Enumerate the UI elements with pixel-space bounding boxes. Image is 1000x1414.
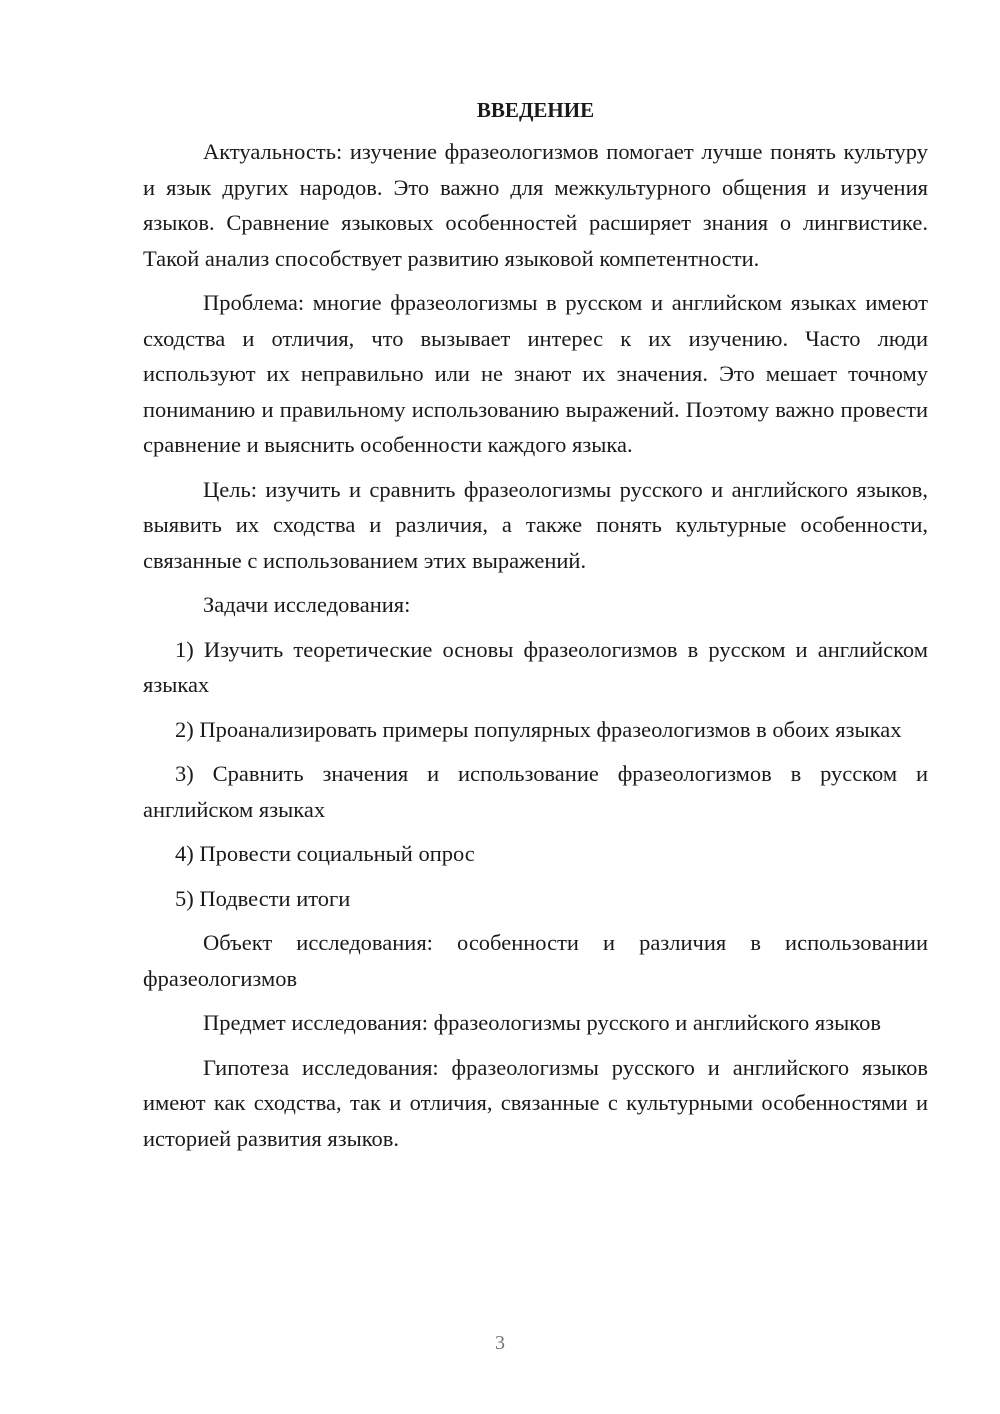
task-item-1: 1) Изучить теоретические основы фразеологизмов в русском и английском языках bbox=[143, 636, 928, 697]
task-item-4: 4) Провести социальный опрос bbox=[175, 841, 475, 866]
paragraph-relevance: Актуальность: изучение фразеологизмов помогает лучше понять культуру и язык других народов. Это важно для межкультурного общения и изучения языков. Сравнение языковых особенностей расширяет знания о лингвистике. Такой анализ способствует развитию языковой компетентности. bbox=[143, 139, 928, 271]
page-title: ВВЕДЕНИЕ bbox=[476, 98, 595, 122]
task-item-3: 3) Сравнить значения и использование фразеологизмов в русском и английском языках bbox=[143, 761, 928, 822]
page-number: 3 bbox=[495, 1332, 505, 1354]
paragraph-problem: Проблема: многие фразеологизмы в русском и английском языках имеют сходства и отличия, что вызывает интерес к их изучению. Часто люди используют их неправильно или не знают их значения. Это мешает точному пониманию и правильному использованию выражений. Поэтому важно провести сравнение и выяснить особенности каждого языка. bbox=[143, 290, 928, 457]
tasks-heading: Задачи исследования: bbox=[203, 592, 411, 617]
document-page bbox=[143, 92, 928, 1165]
task-item-5: 5) Подвести итоги bbox=[175, 885, 351, 911]
paragraph-hypothesis: Гипотеза исследования: фразеологизмы русского и английского языков имеют как сходства, так и отличия, связанные с культурными особенностями и историей развития языков. bbox=[143, 1054, 928, 1151]
paragraph-goal: Цель: изучить и сравнить фразеологизмы русского и английского языков, выявить их сходства и различия, а также понять культурные особенности, связанные с использованием этих выражений. bbox=[143, 476, 928, 573]
paragraph-subject: Предмет исследования: фразеологизмы русского и английского языков bbox=[203, 1010, 881, 1035]
paragraph-object: Объект исследования: особенности и различия в использовании фразеологизмов bbox=[143, 930, 928, 991]
task-item-2: 2) Проанализировать примеры популярных фразеологизмов в обоих языках bbox=[175, 716, 902, 742]
